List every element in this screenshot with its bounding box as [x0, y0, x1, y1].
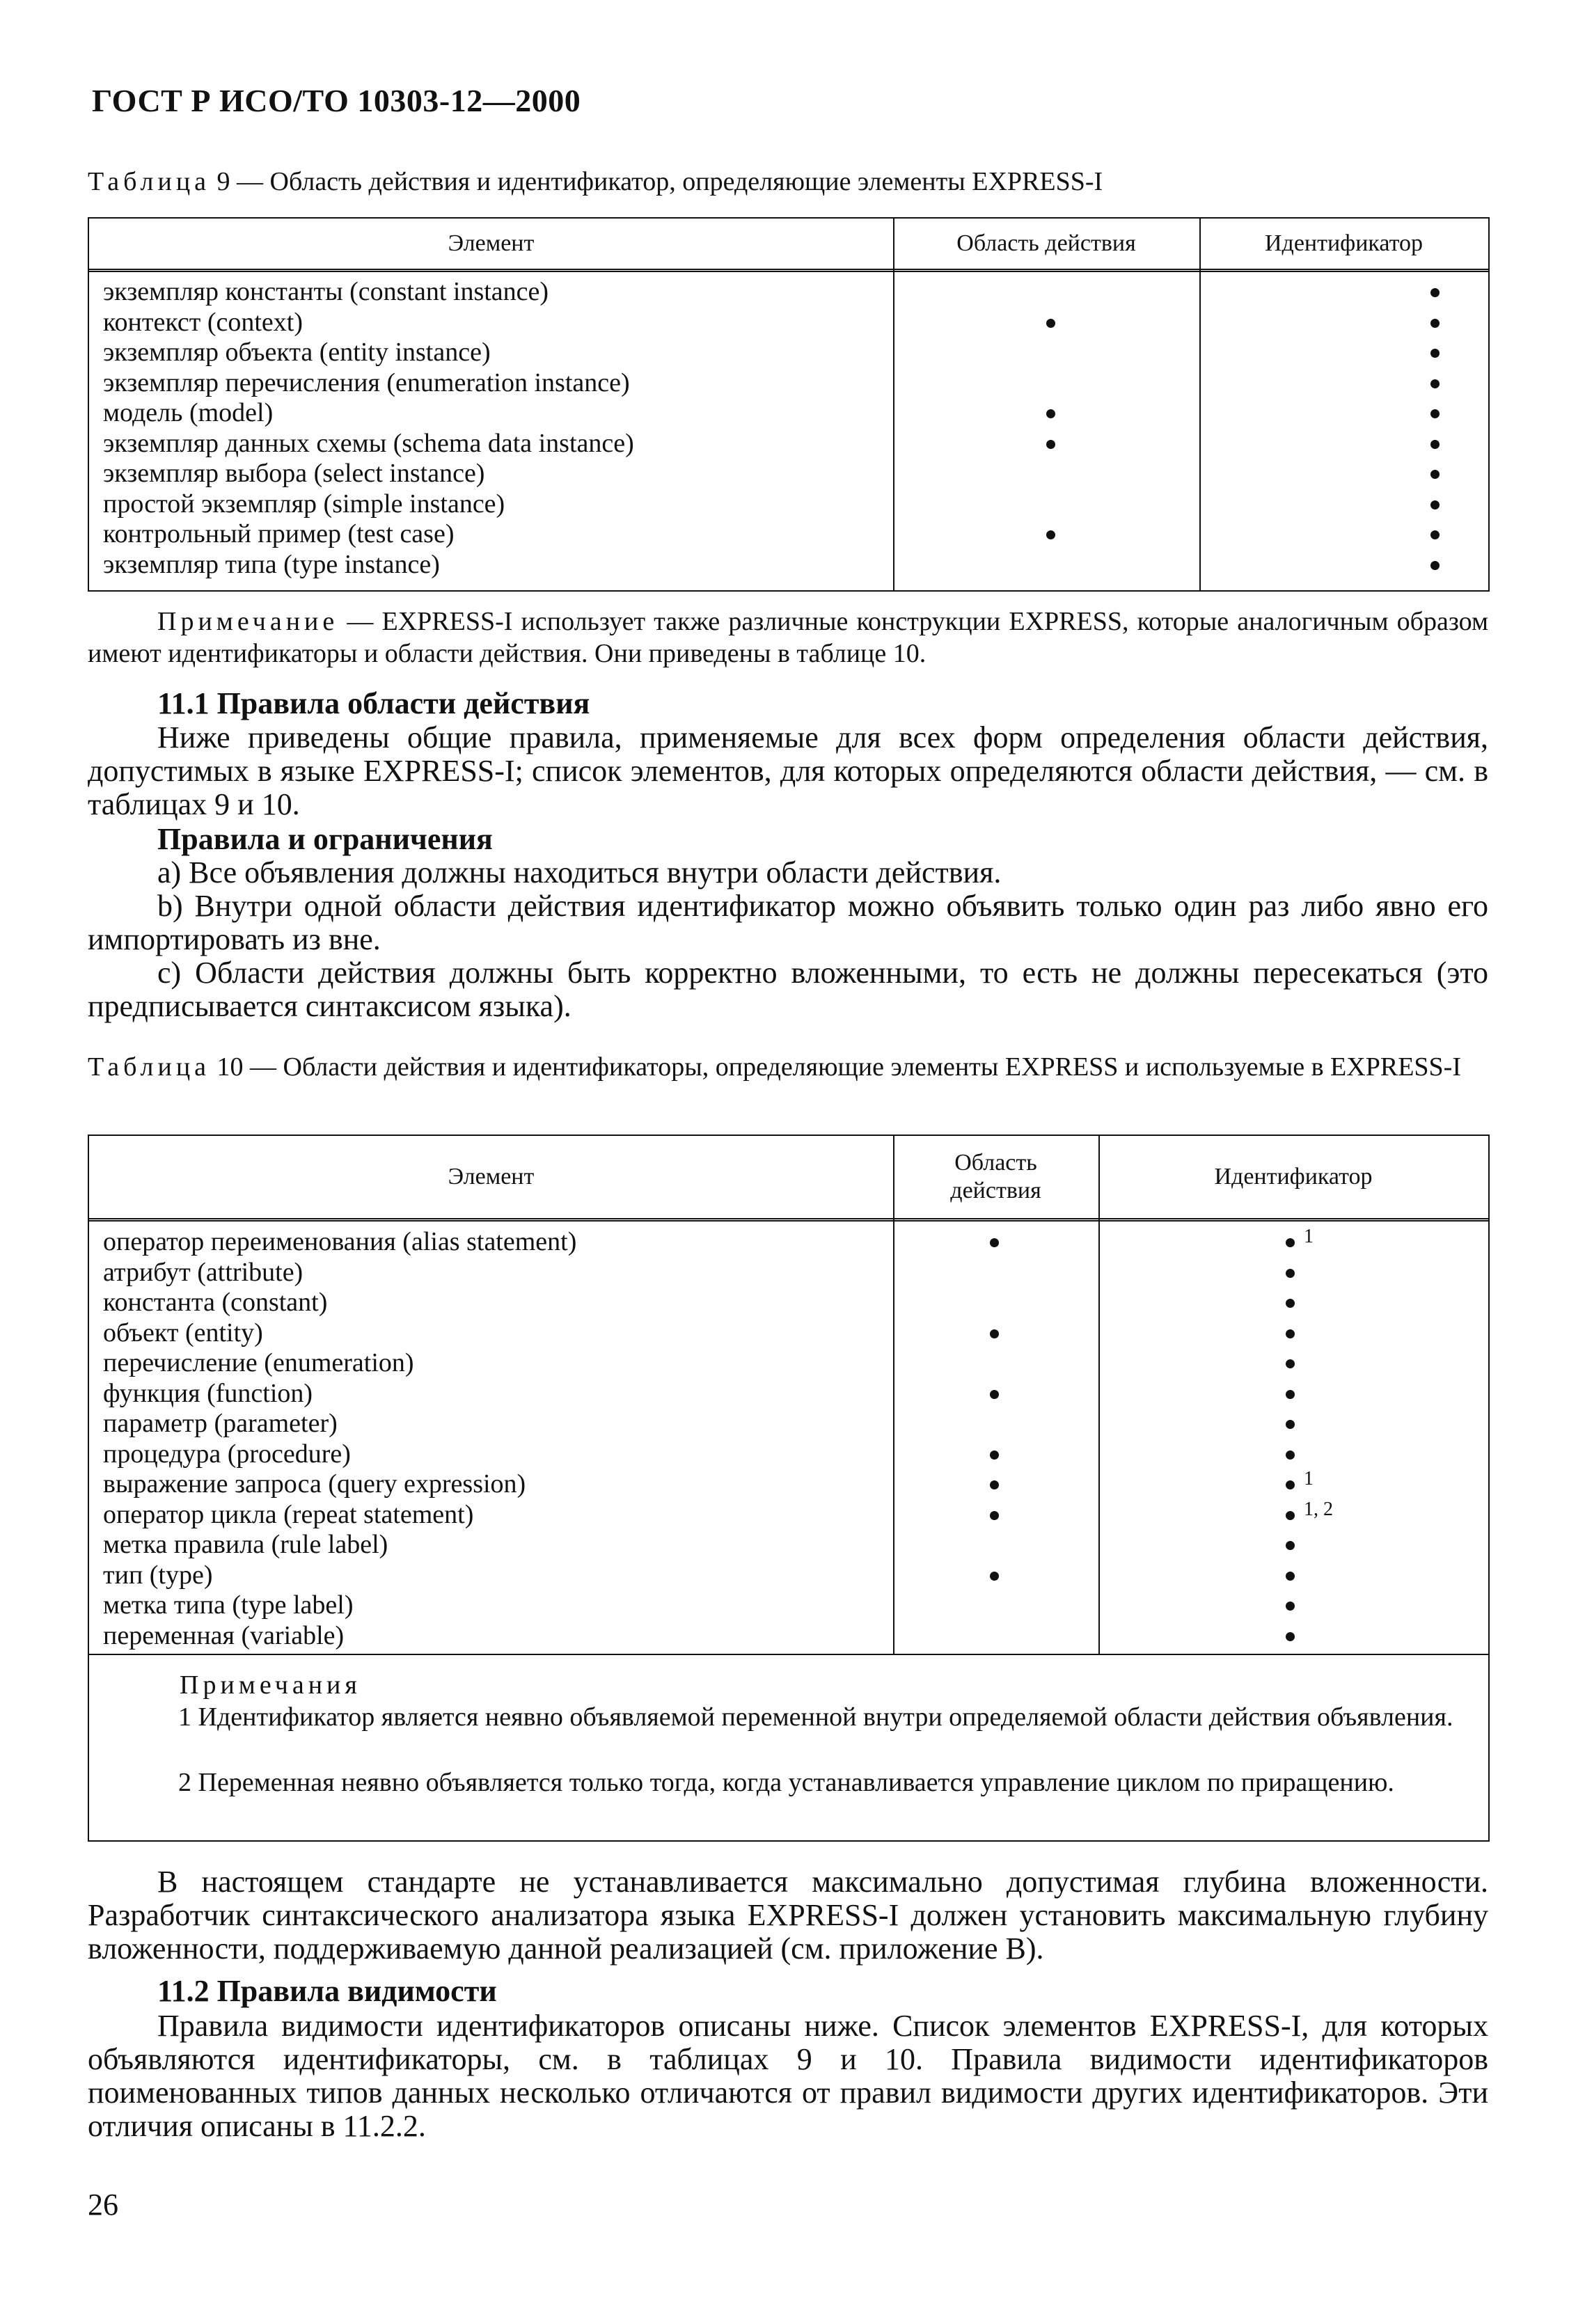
notes-label: Примечания — [180, 1670, 361, 1700]
table-row — [89, 1409, 1488, 1439]
identifier-bullet — [1286, 1480, 1295, 1489]
table9-col-scope: Область действия — [956, 230, 1136, 256]
identifier-bullet — [1430, 379, 1440, 388]
table-row — [89, 1621, 1488, 1652]
element-name: метка правила (rule label) — [103, 1530, 388, 1559]
element-name: экземпляр объекта (entity instance) — [103, 338, 491, 367]
element-name: метка типа (type label) — [103, 1590, 354, 1620]
table9-caption — [88, 166, 1494, 198]
table-row — [89, 1439, 1488, 1470]
element-name: функция (function) — [103, 1378, 313, 1408]
identifier-bullet — [1286, 1390, 1295, 1399]
nesting-depth-paragraph: В настоящем стандарте не устанавливается максимально допустимая глубина вложенности. Разработчик синтаксического анализатора языка EXPRESS-I должен установить максимальную глубину вложенности, поддерживаемую данной реализацией (см. приложение В). — [88, 1865, 1488, 1966]
table-row — [89, 1560, 1488, 1591]
identifier-bullet — [1430, 349, 1440, 358]
table10-caption-label: Таблица — [88, 1052, 211, 1082]
table10-header — [89, 1136, 1488, 1222]
identifier-bullet — [1286, 1511, 1295, 1520]
section-11-2-text: Правила видимости идентификаторов описаны ниже. Список элементов EXPRESS-I, для которых объявляются идентификаторы, см. в таблицах 9 и 10. Правила видимости идентификаторов поименованных типов данных несколько отличаются от правил видимости других идентификаторов. Эти отличия описаны в 11.2.2. — [88, 2009, 1488, 2143]
page-number: 26 — [88, 2188, 118, 2222]
table9-caption-text: 9 — Область действия и идентификатор, определяющие элементы EXPRESS-I — [216, 167, 1103, 196]
standard-header: ГОСТ Р ИСО/ТО 10303-12—2000 — [92, 83, 581, 118]
note-2: 2 Переменная неявно объявляется только тогда, когда устанавливается управление циклом по приращению. — [178, 1768, 1394, 1797]
element-name: переменная (variable) — [103, 1620, 345, 1650]
element-name: контекст (context) — [103, 307, 303, 337]
identifier-bullet — [1430, 470, 1440, 479]
element-name: оператор переименования (alias statement) — [103, 1227, 577, 1256]
table9-caption-label: Таблица — [88, 167, 211, 196]
scope-bullet — [1046, 319, 1055, 328]
scope-bullet — [990, 1329, 999, 1338]
section-11-1-text: Ниже приведены общие правила, применяемые для всех форм определения области действия, допустимых в языке EXPRESS-I; список элементов, для которых определяются области действия, — см. в таблицах 9 и 10. — [88, 720, 1488, 821]
table-row — [89, 1500, 1488, 1531]
table-row — [89, 1530, 1488, 1560]
table10-col-element: Элемент — [448, 1164, 535, 1189]
table10-caption — [88, 1051, 1494, 1083]
table9-note — [88, 606, 1488, 670]
element-name: объект (entity) — [103, 1318, 263, 1347]
identifier-bullet — [1286, 1632, 1295, 1641]
section-11-2-heading: 11.2 Правила видимости — [157, 1974, 497, 2008]
identifier-bullet — [1286, 1299, 1295, 1308]
table10-col-scope: Область действия — [950, 1150, 1041, 1203]
table-row — [89, 338, 1488, 368]
element-name: экземпляр перечисления (enumeration instance) — [103, 367, 630, 397]
scope-bullet — [990, 1480, 999, 1489]
element-name: параметр (parameter) — [103, 1409, 338, 1438]
table-row — [89, 1469, 1488, 1500]
rule-a: a) Все объявления должны находиться внутри области действия. — [157, 855, 1002, 890]
element-name: атрибут (attribute) — [103, 1257, 303, 1287]
table-row — [89, 277, 1488, 308]
table-row — [89, 489, 1488, 520]
element-name: экземпляр типа (type instance) — [103, 549, 440, 579]
note-reference: 1 — [1304, 1468, 1314, 1489]
scope-bullet — [1046, 409, 1055, 418]
identifier-bullet — [1430, 561, 1440, 570]
identifier-bullet — [1430, 288, 1440, 297]
scope-bullet — [990, 1238, 999, 1247]
element-name: экземпляр выбора (select instance) — [103, 459, 485, 488]
scope-bullet — [1046, 440, 1055, 449]
table9-col-element: Элемент — [448, 230, 535, 256]
note-reference: 1 — [1304, 1226, 1314, 1247]
table-row — [89, 550, 1488, 580]
table10 — [88, 1135, 1490, 1842]
table-row — [89, 1379, 1488, 1409]
table-row — [89, 398, 1488, 429]
table9-col-identifier: Идентификатор — [1264, 230, 1424, 256]
scope-bullet — [1046, 530, 1055, 539]
rule-b: b) Внутри одной области действия идентификатор можно объявить только один раз либо явно его импортировать из вне. — [88, 889, 1488, 956]
scope-bullet — [990, 1450, 999, 1460]
table-row — [89, 1288, 1488, 1318]
identifier-bullet — [1286, 1541, 1295, 1550]
note-label: Примечание — [157, 607, 339, 636]
identifier-bullet — [1286, 1359, 1295, 1368]
table-row — [89, 1348, 1488, 1379]
identifier-bullet — [1286, 1572, 1295, 1581]
element-name: константа (constant) — [103, 1288, 328, 1317]
identifier-bullet — [1430, 409, 1440, 418]
identifier-bullet — [1286, 1420, 1295, 1429]
element-name: перечисление (enumeration) — [103, 1348, 414, 1377]
rule-c: c) Области действия должны быть корректно вложенными, то есть не должны пересекаться (это предписывается синтаксисом языка). — [88, 956, 1488, 1023]
table-row — [89, 519, 1488, 550]
table-row — [89, 1590, 1488, 1621]
identifier-bullet — [1430, 500, 1440, 509]
table-row — [89, 368, 1488, 399]
identifier-bullet — [1286, 1602, 1295, 1611]
element-name: простой экземпляр (simple instance) — [103, 489, 505, 519]
element-name: выражение запроса (query expression) — [103, 1469, 526, 1499]
element-name: оператор цикла (repeat statement) — [103, 1499, 474, 1529]
scope-bullet — [990, 1390, 999, 1399]
identifier-bullet — [1430, 440, 1440, 449]
identifier-bullet — [1286, 1238, 1295, 1247]
identifier-bullet — [1286, 1329, 1295, 1338]
element-name: процедура (procedure) — [103, 1439, 351, 1469]
element-name: модель (model) — [103, 398, 274, 427]
identifier-bullet — [1286, 1269, 1295, 1278]
table10-col-identifier: Идентификатор — [1214, 1164, 1373, 1189]
identifier-bullet — [1430, 319, 1440, 328]
table10-notes — [89, 1654, 1488, 1842]
table10-caption-text: 10 — Области действия и идентификаторы, определяющие элементы EXPRESS и используемые в EXPRESS-I — [216, 1052, 1461, 1082]
element-name: контрольный пример (test case) — [103, 519, 455, 548]
scope-bullet — [990, 1572, 999, 1581]
identifier-bullet — [1286, 1450, 1295, 1460]
table-row — [89, 308, 1488, 338]
table-row — [89, 1227, 1488, 1258]
table-row — [89, 1258, 1488, 1288]
section-11-1-heading: 11.1 Правила области действия — [157, 686, 590, 720]
scope-bullet — [990, 1511, 999, 1520]
note-reference: 1, 2 — [1304, 1498, 1333, 1520]
rules-heading: Правила и ограничения — [157, 822, 493, 856]
element-name: экземпляр данных схемы (schema data instance) — [103, 428, 634, 458]
note-1: 1 Идентификатор является неявно объявляемой переменной внутри определяемой области действия объявления. — [178, 1702, 1453, 1732]
element-name: тип (type) — [103, 1560, 213, 1590]
note-text: — EXPRESS-I использует также различные конструкции EXPRESS, которые аналогичным образом имеют идентификаторы и области действия. Они приведены в таблице 10. — [88, 607, 1488, 668]
identifier-bullet — [1430, 530, 1440, 539]
table9 — [88, 217, 1490, 592]
table-row — [89, 429, 1488, 459]
table-row — [89, 1318, 1488, 1349]
element-name: экземпляр константы (constant instance) — [103, 277, 549, 306]
table9-header — [89, 219, 1488, 272]
table-row — [89, 459, 1488, 489]
